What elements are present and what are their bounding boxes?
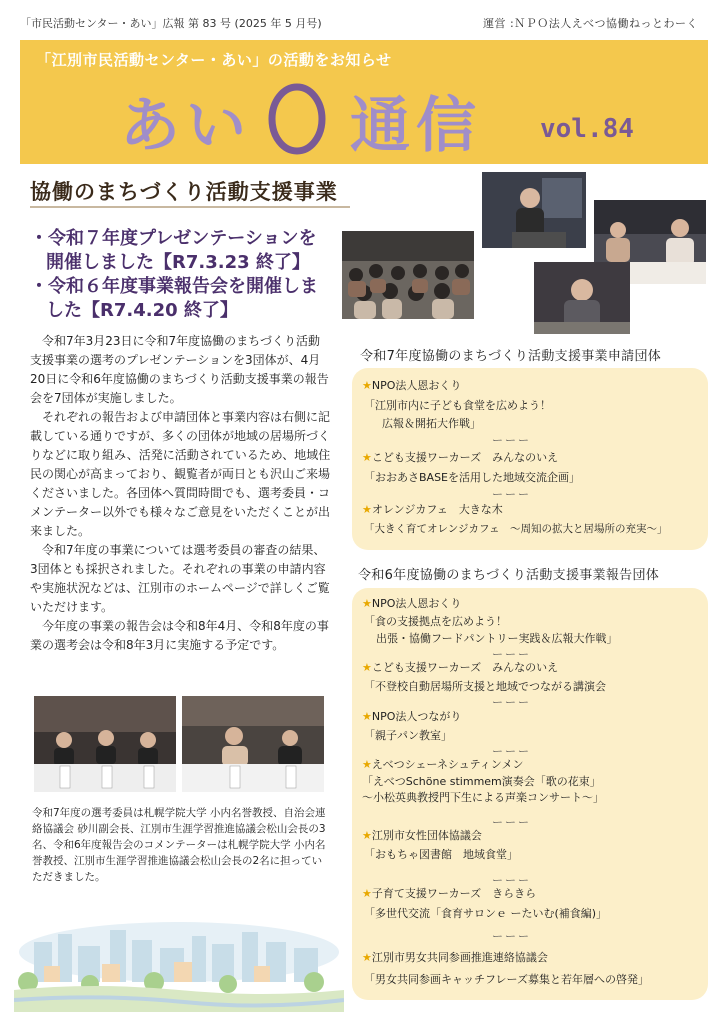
audience-photo [342, 231, 474, 319]
r7-groups-panel [352, 368, 708, 550]
speaker-photo-1 [482, 172, 586, 248]
article-paragraph: 今年度の事業の報告会は令和8年4月、令和8年度の事業の選考会は令和8年3月に実施する予定です。 [30, 619, 329, 652]
r6-group-org: ★こども支援ワーカーズ みんなのいえ [362, 661, 559, 674]
town-illustration [14, 912, 344, 1012]
r7-group-project: 広報＆開拓大作戦」 [382, 417, 481, 430]
article-paragraph: それぞれの報告および申請団体と事業内容は右側に記載している通りですが、多くの団体が地域の居場所づくりなどに取り組み、活発に活動されているため、地域住民の関心が高まっており、観覧者が両日とも沢山ご来場くださいました。各団体へ質問時間でも、選考委員・コメンテーター以外でも様々なご意見をいただくことが出来ました。 [30, 410, 331, 538]
divider: ーーー [492, 696, 531, 709]
divider: ーーー [492, 930, 531, 943]
divider: ーーー [492, 874, 531, 887]
article-paragraph: 令和7年度の事業については選考委員の審査の結果、3団体とも採択されました。それぞれの事業の申請内容や実施状況などは、江別市のホームページで詳しくご覧いただけます。 [30, 543, 330, 614]
r7-section-title: 令和7年度協働のまちづくり活動支援事業申請団体 [360, 349, 662, 364]
header-subtitle: 「江別市民活動センター・あい」の活動をお知らせ [36, 51, 392, 69]
star-icon: ★ [362, 758, 372, 771]
star-icon: ★ [362, 661, 372, 674]
r6-group-project: 「親子パン教室」 [364, 729, 452, 742]
speaker-photo-3 [534, 262, 630, 334]
logo-text-right: 通信 [350, 91, 482, 161]
star-icon: ★ [362, 451, 372, 464]
info-logo-icon [268, 83, 326, 155]
article-headline: 協働のまちづくり活動支援事業 [30, 180, 338, 204]
r6-group-project: ～小松英典教授門下生による声楽コンサート～」 [362, 791, 604, 804]
volume-number: vol.84 [540, 114, 634, 144]
bullet-report-line2: した【R7.4.20 終了】 [46, 300, 238, 321]
committee-photo-1 [34, 696, 176, 792]
article-body [30, 332, 332, 655]
star-icon: ★ [362, 829, 372, 842]
r6-group-project: 「おもちゃ図書館 地域食堂」 [364, 848, 518, 861]
r6-group-org: ★NPO法人恩おくり [362, 597, 462, 610]
divider: ーーー [492, 816, 531, 829]
r7-group-org: ★オレンジカフェ 大きな木 [362, 503, 503, 516]
star-icon: ★ [362, 710, 372, 723]
divider: ーーー [492, 648, 531, 661]
committee-photo-2 [182, 696, 324, 792]
r6-groups-panel [352, 588, 708, 1000]
photo-caption: 令和7年度の選考委員は札幌学院大学 小内名誉教授、自治会連絡協議会 砂川副会長、江別市生涯学習推進協議会松山会長の3名、令和6年度報告会のコメンテーターは札幌学院大学 小内名誉教授、江別市生涯学習推進協議会松山会長の2名に担っていただきました。 [32, 807, 326, 883]
bullet-report-line1: ・令和６年度事業報告会を開催しま [30, 276, 318, 297]
r6-group-project: 「不登校自動居場所支援と地域でつながる講演会 [364, 680, 606, 693]
r6-group-org: ★江別市男女共同参画推進連絡協議会 [362, 951, 548, 964]
divider: ーーー [492, 488, 531, 501]
divider: ーーー [492, 434, 531, 447]
star-icon: ★ [362, 597, 372, 610]
r7-group-org: ★こども支援ワーカーズ みんなのいえ [362, 451, 559, 464]
star-icon: ★ [362, 503, 372, 516]
star-icon: ★ [362, 887, 372, 900]
article-paragraph: 令和7年3月23日に令和7年度協働のまちづくり活動支援事業の選考のプレゼンテーションを3団体が、4月20日に令和6年度協働のまちづくり活動支援事業の報告会を7団体が実施しました。 [30, 334, 329, 405]
r6-section-title: 令和6年度協働のまちづくり活動支援事業報告団体 [358, 568, 660, 583]
r7-group-project: 「おおあさBASEを活用した地域交流企画」 [364, 471, 581, 484]
divider: ーーー [492, 745, 531, 758]
r6-group-project: 「食の支援拠点を広めよう！ [364, 615, 507, 628]
r6-group-project: 「多世代交流「食育サロンｅ ーたいむ(補食編)」 [364, 907, 608, 920]
r6-group-org: ★子育て支援ワーカーズ きらきら [362, 887, 537, 900]
r7-group-project: 「大きく育てオレンジカフェ ～周知の拡大と居場所の充実～」 [364, 523, 668, 535]
r7-group-org: ★NPO法人恩おくり [362, 379, 462, 392]
bullet-presentation-line2: 開催しました【R7.3.23 終了】 [46, 252, 310, 273]
r6-group-org: ★江別市女性団体協議会 [362, 829, 482, 842]
r6-group-project: 「えべつSchöne stimmem演奏会「歌の花束」 [362, 775, 601, 788]
r6-group-project: 出張・協働フードパントリー実践＆広報大作戦」 [376, 632, 618, 645]
star-icon: ★ [362, 379, 372, 392]
issue-line: 「市民活動センター・あい」広報 第 83 号 (2025 年 5 月号) [20, 17, 322, 30]
r7-group-project: 「江別市内に子ども食堂を広めよう！ [364, 399, 551, 412]
bullet-presentation-line1: ・令和７年度プレゼンテーションを [30, 228, 317, 249]
star-icon: ★ [362, 951, 372, 964]
publisher-line: 運営 :ＮＰＯ法人えべつ協働ねっとわーく [483, 17, 698, 30]
r6-group-org: ★えべつシェーネシュティンメン [362, 758, 524, 771]
logo-text-left: あい [120, 91, 252, 161]
r6-group-org: ★NPO法人つながり [362, 710, 462, 723]
r6-group-project: 「男女共同参画キャッチフレーズ募集と若年層への啓発」 [364, 973, 650, 986]
headline-underline [30, 206, 350, 208]
